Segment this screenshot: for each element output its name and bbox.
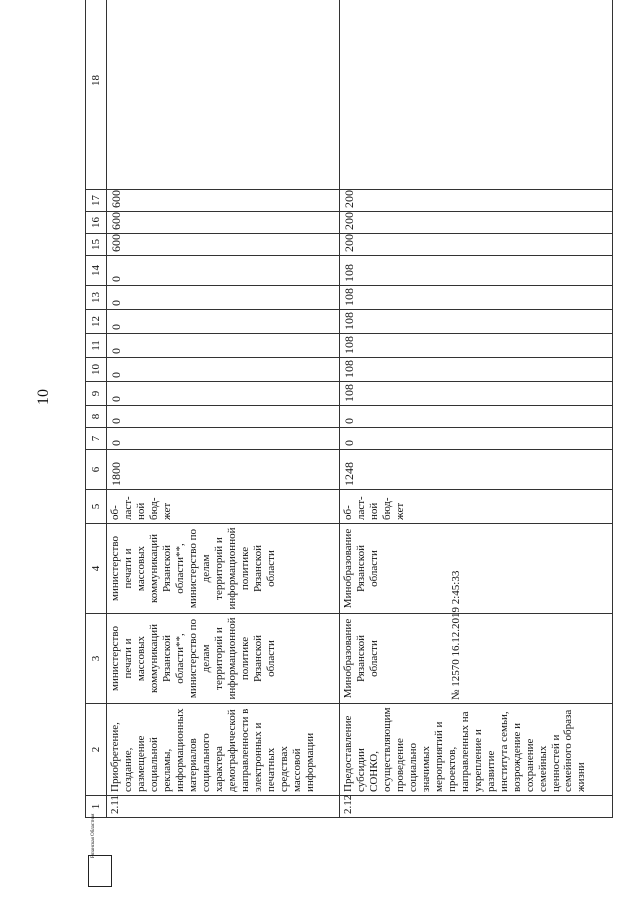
- activity-cell: Предоставление субсидии СОНКО, осуществляющим проведение социально значимых мероприятий и проектов, направленных на укрепление и развитие института семьи, возрождение и сохранение семейных ценностей и семейного образа жизни: [340, 704, 613, 796]
- source-cell: об-ласт-ной бюд-жет: [107, 490, 340, 524]
- header-cell: 16: [86, 212, 107, 234]
- value-cell: 1800: [107, 450, 340, 490]
- value-cell: 108: [340, 286, 613, 310]
- value-cell: 108: [340, 310, 613, 334]
- header-cell: 10: [86, 358, 107, 382]
- source-cell: об-ласт-ной бюд-жет: [340, 490, 613, 524]
- row-number: 2.12: [340, 796, 613, 818]
- value-cell: 1248: [340, 450, 613, 490]
- value-cell: 600: [107, 234, 340, 256]
- value-cell: 108: [340, 358, 613, 382]
- value-cell: 0: [340, 406, 613, 428]
- executor-cell: Минобразование Рязанской области: [340, 614, 613, 704]
- value-cell: 108: [340, 256, 613, 286]
- value-cell: 108: [340, 334, 613, 358]
- header-cell: 9: [86, 382, 107, 406]
- header-cell: 17: [86, 190, 107, 212]
- value-cell: 0: [107, 358, 340, 382]
- value-cell: 0: [107, 406, 340, 428]
- value-cell: 600: [107, 190, 340, 212]
- header-cell: 13: [86, 286, 107, 310]
- value-cell: 0: [107, 428, 340, 450]
- header-cell: 3: [86, 614, 107, 704]
- header-cell: 1: [86, 796, 107, 818]
- coexecutor-cell: министерство печати и массовых коммуникаций Рязанской области**, министерство по делам территорий и информационной политике Рязанской области: [107, 524, 340, 614]
- page-number: 10: [35, 389, 52, 405]
- header-cell: 14: [86, 256, 107, 286]
- table-row: [340, 0, 613, 818]
- document-footer-id: № 12570 16.12.2019 2:45:33: [450, 570, 462, 700]
- value-cell: 0: [340, 428, 613, 450]
- coexecutor-cell: Минобразование Рязанской области: [340, 524, 613, 614]
- header-cell: 4: [86, 524, 107, 614]
- value-cell: 200: [340, 212, 613, 234]
- value-cell: 200: [340, 190, 613, 212]
- value-cell: 108: [340, 382, 613, 406]
- value-cell: 600: [107, 212, 340, 234]
- value-cell: 0: [107, 256, 340, 286]
- header-cell: 12: [86, 310, 107, 334]
- header-row: [86, 0, 107, 818]
- header-cell: 2: [86, 704, 107, 796]
- header-cell: 15: [86, 234, 107, 256]
- rotated-table-container: [85, 32, 613, 818]
- header-cell: 7: [86, 428, 107, 450]
- executor-cell: министерство печати и массовых коммуникаций Рязанской области**, министерство по делам территорий и информационной политике Рязанской области: [107, 614, 340, 704]
- value-cell: 0: [107, 310, 340, 334]
- activity-cell: Приобретение, создание, размещение социальной рекламы, информационных материалов социального характера демографической направленности в электронных и печатных средствах массовой информации: [107, 704, 340, 796]
- budget-table: [85, 0, 613, 818]
- header-cell: 11: [86, 334, 107, 358]
- value-cell: [340, 0, 613, 190]
- stamp-text: Рязанская Областная: [91, 813, 96, 858]
- value-cell: 200: [340, 234, 613, 256]
- row-number: 2.11: [107, 796, 340, 818]
- table-row: [107, 0, 340, 818]
- value-cell: [107, 0, 340, 190]
- value-cell: 0: [107, 382, 340, 406]
- header-cell: 8: [86, 406, 107, 428]
- header-cell: 5: [86, 490, 107, 524]
- header-cell: 6: [86, 450, 107, 490]
- value-cell: 0: [107, 286, 340, 310]
- registration-stamp: [88, 813, 112, 887]
- value-cell: 0: [107, 334, 340, 358]
- header-cell: 18: [86, 0, 107, 190]
